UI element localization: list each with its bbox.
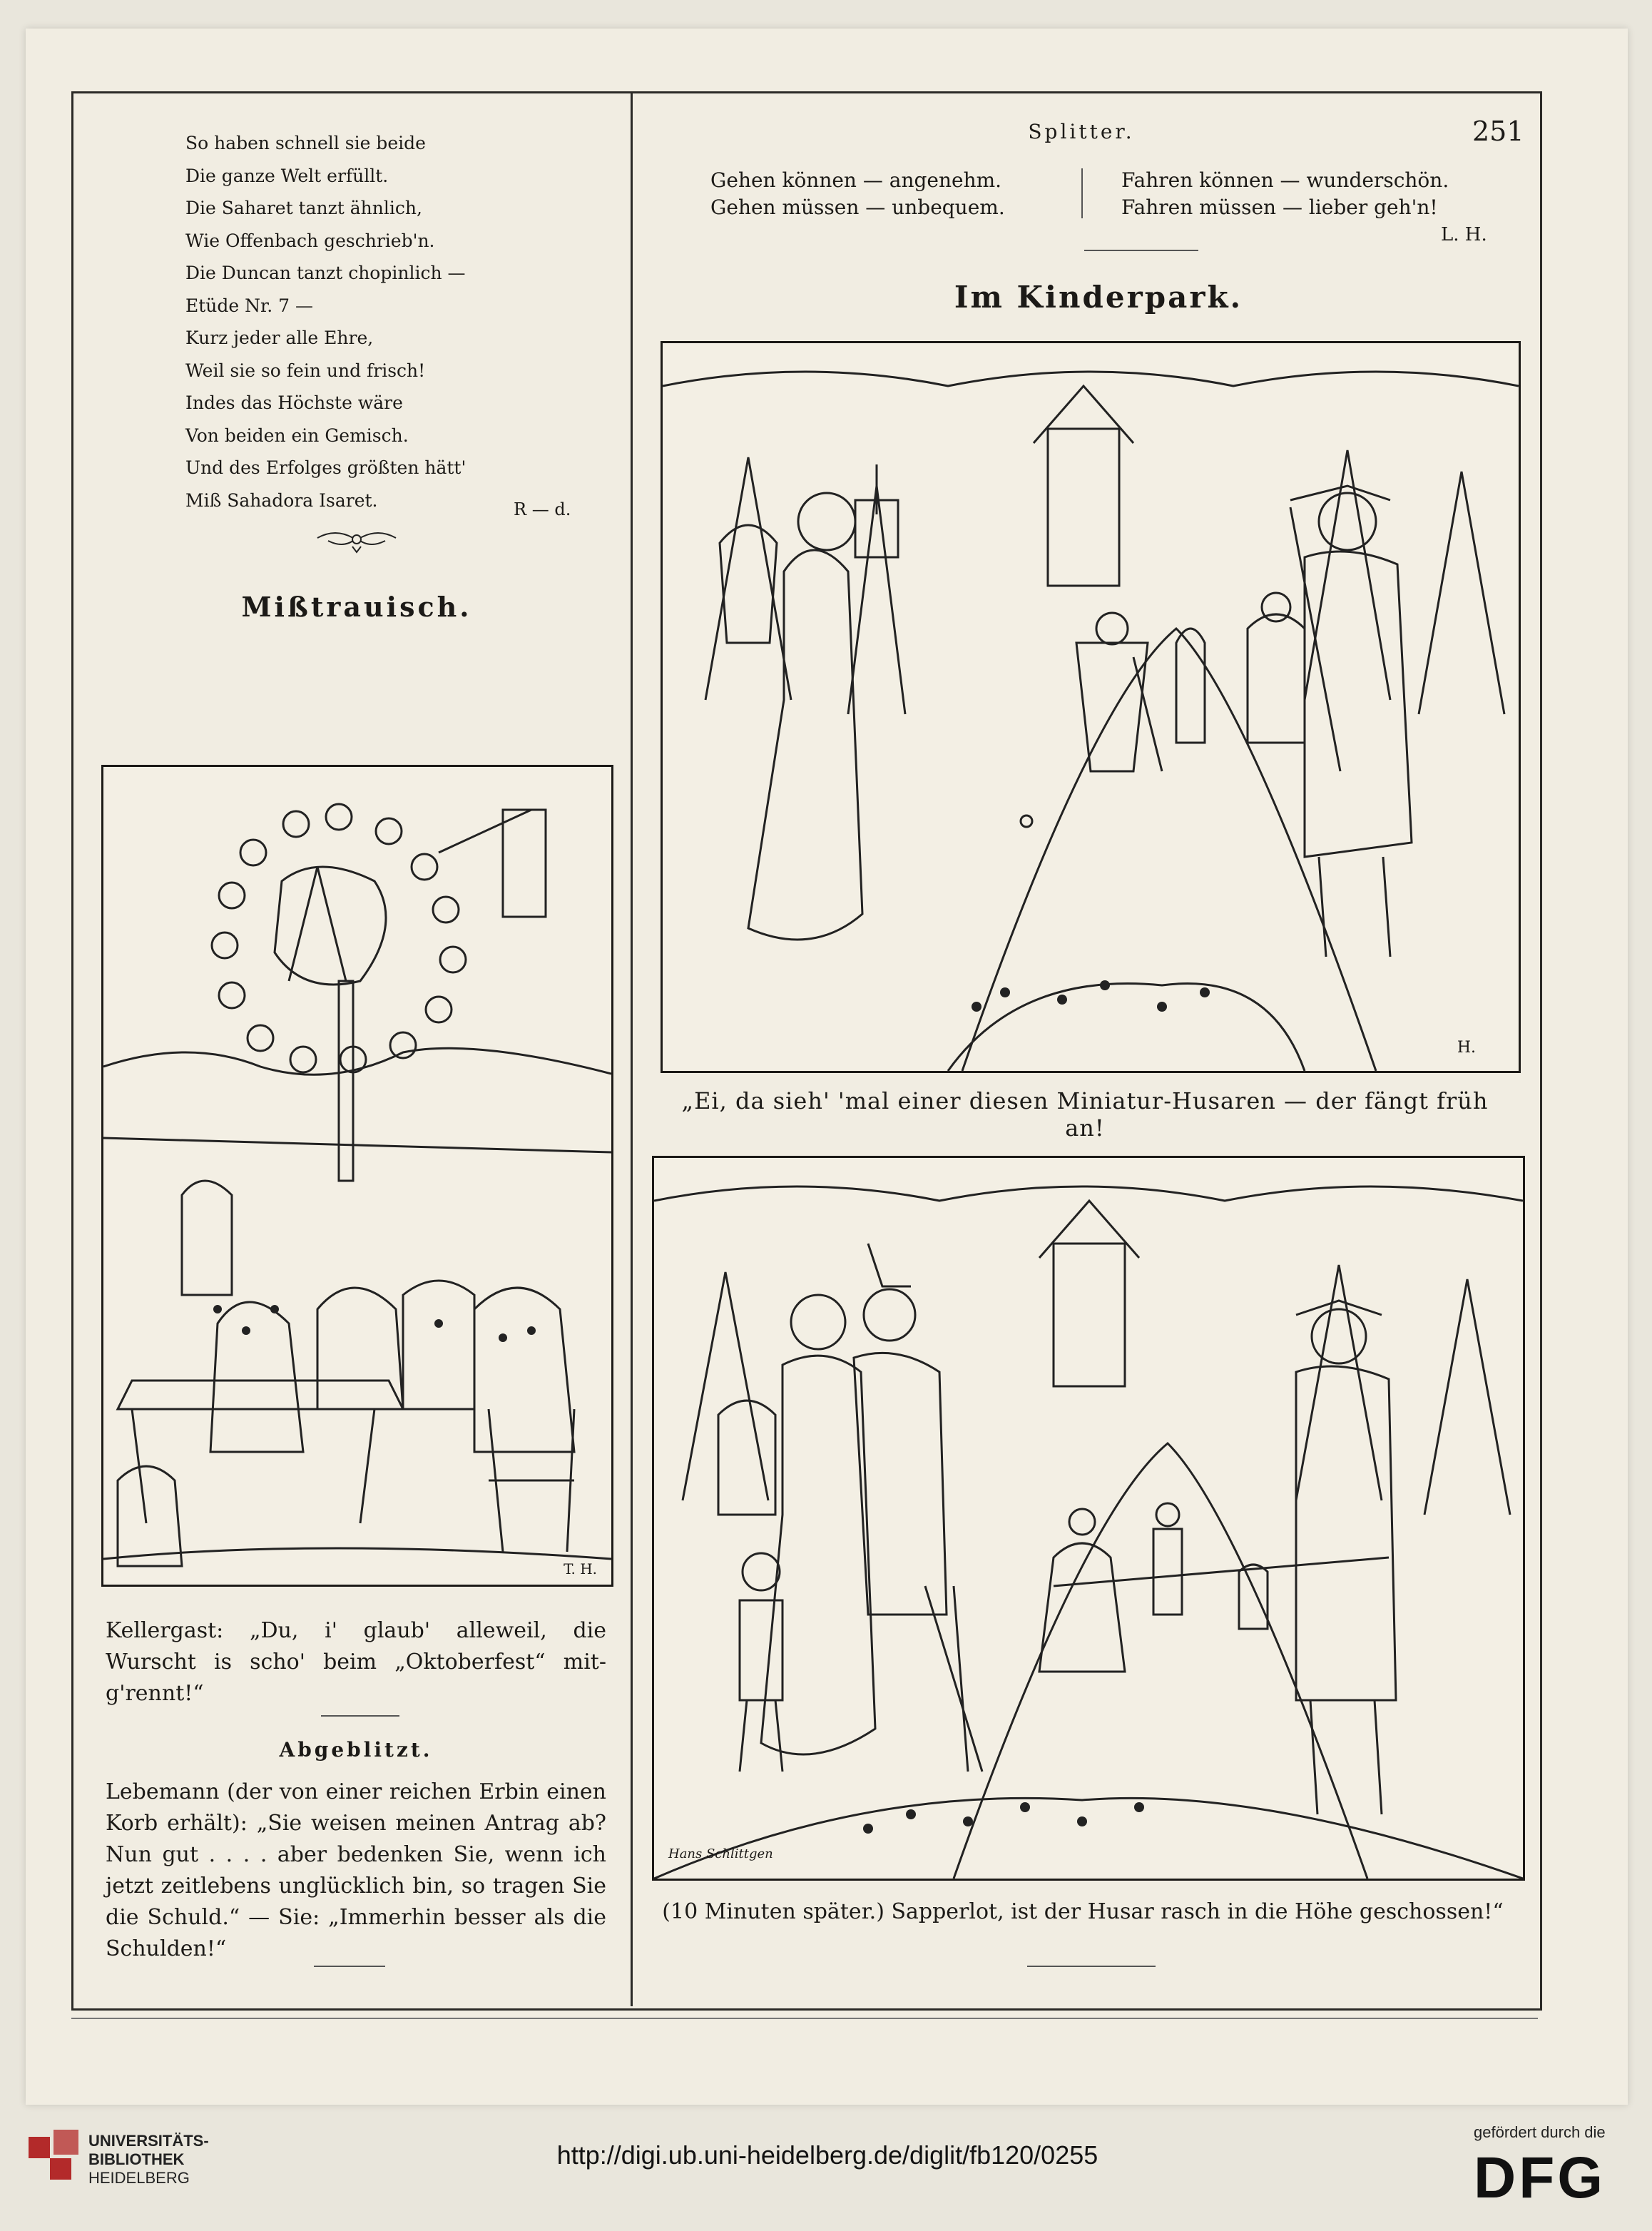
abgeblitzt-text: Lebemann (der von einer reichen Erbin einen Korb erhält): „Sie weisen meinen Antrag ab? Nun gut . . . . aber bedenken Sie, wenn ich jetzt zeitlebens unglücklich bin, so tragen Sie die Schuld.“ — Sie: „Immerhin besser als die Schulden!“ — [106, 1779, 606, 1961]
illus1-artist-signature: H. — [1457, 1039, 1476, 1057]
splitter-right-2: Fahren müssen — lieber geh'n! — [1121, 195, 1438, 219]
short-divider — [321, 1715, 399, 1717]
logo-line: HEIDELBERG — [88, 2169, 190, 2187]
park-scene-drawing — [654, 1158, 1523, 1879]
poem-line: Kurz jeder alle Ehre, — [185, 327, 374, 348]
short-divider — [314, 1966, 385, 1967]
university-logo-text — [88, 2132, 209, 2187]
short-divider — [1027, 1966, 1156, 1967]
short-divider — [1084, 250, 1198, 251]
dfg-logo: DFG — [1474, 2145, 1606, 2210]
tavern-scene-drawing — [103, 767, 611, 1585]
poem-line: Die Saharet tanzt ähnlich, — [185, 198, 422, 218]
kinderpark-caption-2: (10 Minuten später.) Sapperlot, ist der Husar rasch in die Höhe geschossen!“ — [662, 1899, 1504, 1924]
kinderpark-title: Im Kinderpark. — [954, 280, 1243, 315]
splitter-signature: L. H. — [1441, 224, 1487, 245]
page-number: 251 — [1472, 116, 1524, 147]
column-rule — [631, 91, 633, 2006]
logo-line: UNIVERSITÄTS- — [88, 2132, 209, 2150]
splitter-right-1: Fahren können — wunderschön. — [1121, 168, 1449, 192]
poem-line: Indes das Höchste wäre — [185, 392, 403, 413]
logo-line: BIBLIOTHEK — [88, 2150, 185, 2168]
poem-line: Und des Erfolges größten hätt' — [185, 457, 466, 478]
poem-signature: R — d. — [514, 499, 571, 519]
poem-line: Weil sie so fein und frisch! — [185, 360, 426, 381]
university-logo-icon — [29, 2130, 78, 2180]
ornament-icon — [314, 525, 399, 554]
misstrauisch-title: Mißtrauisch. — [241, 591, 472, 623]
poem-line: Von beiden ein Gemisch. — [185, 425, 409, 446]
splitter-left-2: Gehen müssen — unbequem. — [710, 195, 1005, 219]
illus2-artist-signature: Hans Schlittgen — [668, 1846, 773, 1861]
splitter-title: Splitter. — [1028, 120, 1135, 143]
misstrauisch-caption: Kellergast: „Du, i' glaub' alleweil, die Wurscht is scho' beim „Oktoberfest“ mit- g'rennt!“ — [106, 1618, 606, 1706]
kinderpark-illustration-2 — [652, 1156, 1525, 1881]
dfg-label: gefördert durch die — [1474, 2123, 1606, 2141]
poem-line: Die ganze Welt erfüllt. — [185, 165, 389, 186]
abgeblitzt-title: Abgeblitzt. — [279, 1738, 433, 1762]
poem-line: So haben schnell sie beide — [185, 133, 426, 153]
kinderpark-illustration-1 — [661, 341, 1521, 1073]
splitter-divider — [1081, 168, 1083, 218]
poem-line: Wie Offenbach geschrieb'n. — [185, 230, 435, 251]
kinderpark-caption-1: „Ei, da sieh' 'mal einer diesen Miniatur-Husaren — der fängt früh an! — [681, 1087, 1489, 1142]
poem-line: Etüde Nr. 7 — — [185, 295, 313, 316]
misstrauisch-illustration — [101, 765, 613, 1587]
source-url-link[interactable]: http://digi.ub.uni-heidelberg.de/diglit/fb120/0255 — [556, 2140, 1098, 2170]
splitter-left-1: Gehen können — angenehm. — [710, 168, 1002, 192]
poem-line: Miß Sahadora Isaret. — [185, 489, 378, 511]
lower-rule — [71, 2018, 1538, 2019]
park-scene-drawing — [663, 343, 1519, 1071]
misstrauisch-artist-signature: T. H. — [564, 1560, 597, 1577]
poem-line: Die Duncan tanzt chopinlich — — [185, 263, 466, 283]
poem — [185, 127, 466, 517]
